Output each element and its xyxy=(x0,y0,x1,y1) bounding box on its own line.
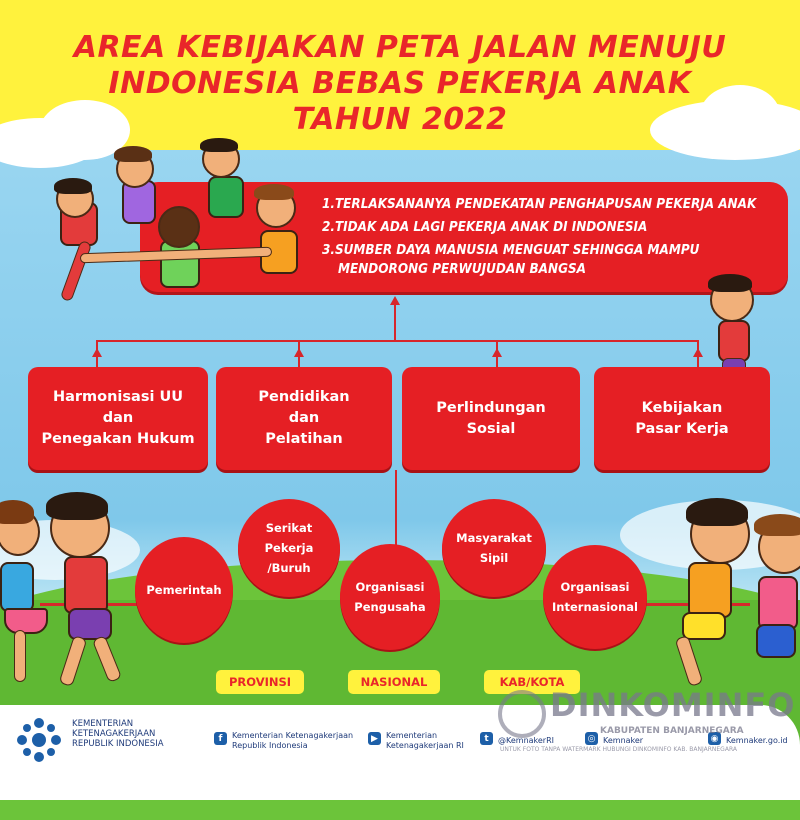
connector-line xyxy=(96,340,698,342)
area-label: Penegakan Hukum xyxy=(41,431,195,447)
area-label: dan xyxy=(102,410,134,426)
stakeholder-masyarakat-sipil xyxy=(442,499,546,597)
stakeholder-label: Organisasi xyxy=(355,580,425,594)
facebook-label-1[interactable]: Kementerian Ketenagakerjaan xyxy=(232,731,354,740)
website-icon[interactable]: ◉ xyxy=(708,732,721,745)
org-name-line-1: KEMENTERIAN xyxy=(72,719,134,729)
watermark-brand: DINKOMINFO xyxy=(550,686,796,724)
watermark xyxy=(490,680,796,760)
stakeholder-label: /Buruh xyxy=(267,561,311,575)
title-line-2: INDONESIA BEBAS PEKERJA ANAK xyxy=(108,66,692,101)
arrow-up-icon xyxy=(92,348,102,357)
stakeholder-label: Organisasi xyxy=(560,580,630,594)
stakeholder-label: Internasional xyxy=(552,600,638,614)
stakeholder-label: Pengusaha xyxy=(354,600,426,614)
area-label: Kebijakan xyxy=(641,399,723,416)
stakeholder-label: Sipil xyxy=(479,551,509,565)
stakeholder-label: Pemerintah xyxy=(146,583,222,597)
instagram-icon[interactable]: ◎ xyxy=(585,732,598,745)
arrow-up-icon xyxy=(693,348,703,357)
stakeholder-label: Masyarakat xyxy=(456,531,532,545)
facebook-icon[interactable]: f xyxy=(214,732,227,745)
arrow-up-icon xyxy=(492,348,502,357)
dinkominfo-logo-icon xyxy=(498,690,546,738)
goal-item-3: 3.SUMBER DAYA MANUSIA MENGUAT SEHINGGA MAMPU xyxy=(322,243,700,258)
watermark-region: KABUPATEN BANJARNEGARA xyxy=(600,726,744,736)
facebook-label-2[interactable]: Republik Indonesia xyxy=(232,741,308,750)
org-name-line-3: REPUBLIK INDONESIA xyxy=(72,739,164,749)
area-label: Pendidikan xyxy=(258,389,350,405)
connector-line xyxy=(394,305,396,341)
stakeholder-organisasi-pengusaha xyxy=(340,544,440,650)
level-label-nasional: NASIONAL xyxy=(348,670,440,694)
stakeholder-organisasi-internasional xyxy=(543,545,647,649)
area-label: Harmonisasi UU xyxy=(52,389,184,405)
title-line-1: AREA KEBIJAKAN PETA JALAN MENUJU xyxy=(73,30,727,65)
policy-area-harmonisasi xyxy=(28,367,208,470)
policy-area-perlindungan xyxy=(402,367,580,470)
tug-of-war-kids-left xyxy=(0,490,160,700)
youtube-label-1[interactable]: Kementerian xyxy=(386,731,438,740)
org-name-line-2: KETENAGAKERJAAN xyxy=(72,729,156,739)
goal-item-2: 2.TIDAK ADA LAGI PEKERJA ANAK DI INDONESIA xyxy=(322,220,648,235)
area-label: Pasar Kerja xyxy=(635,420,729,437)
stakeholder-serikat-pekerja xyxy=(238,499,340,597)
twitter-handle[interactable]: @KemnakerRI xyxy=(498,736,555,745)
goal-item-3-cont: MENDORONG PERWUJUDAN BANGSA xyxy=(338,262,586,277)
website-link[interactable]: Kemnaker.go.id xyxy=(726,736,788,745)
instagram-handle[interactable]: Kemnaker xyxy=(603,736,644,745)
youtube-label-2[interactable]: Ketenagakerjaan RI xyxy=(386,741,464,750)
arrow-up-icon xyxy=(390,296,400,305)
policy-area-pendidikan xyxy=(216,367,392,470)
children-circle-illustration xyxy=(50,140,320,340)
level-label-kab-kota: KAB/KOTA xyxy=(484,670,580,694)
twitter-icon[interactable]: t xyxy=(480,732,493,745)
watermark-note: UNTUK FOTO TANPA WATERMARK HUBUNGI DINKOMINFO KAB. BANJARNEGARA xyxy=(500,746,737,753)
arrow-up-icon xyxy=(294,348,304,357)
stakeholder-label: Pekerja xyxy=(264,541,314,555)
area-label: Pelatihan xyxy=(265,431,343,447)
level-label-provinsi: PROVINSI xyxy=(216,670,304,694)
kemnaker-logo-icon xyxy=(14,715,64,765)
stakeholder-label: Serikat xyxy=(265,521,313,535)
tug-of-war-kids-right xyxy=(650,490,800,700)
area-label: Sosial xyxy=(466,420,516,437)
youtube-icon[interactable]: ▶ xyxy=(368,732,381,745)
area-label: dan xyxy=(288,410,320,426)
area-label: Perlindungan xyxy=(436,399,546,416)
policy-area-kebijakan xyxy=(594,367,770,470)
title-line-3: TAHUN 2022 xyxy=(292,102,508,137)
goal-item-1: 1.TERLAKSANANYA PENDEKATAN PENGHAPUSAN PEKERJA ANAK xyxy=(322,197,757,212)
